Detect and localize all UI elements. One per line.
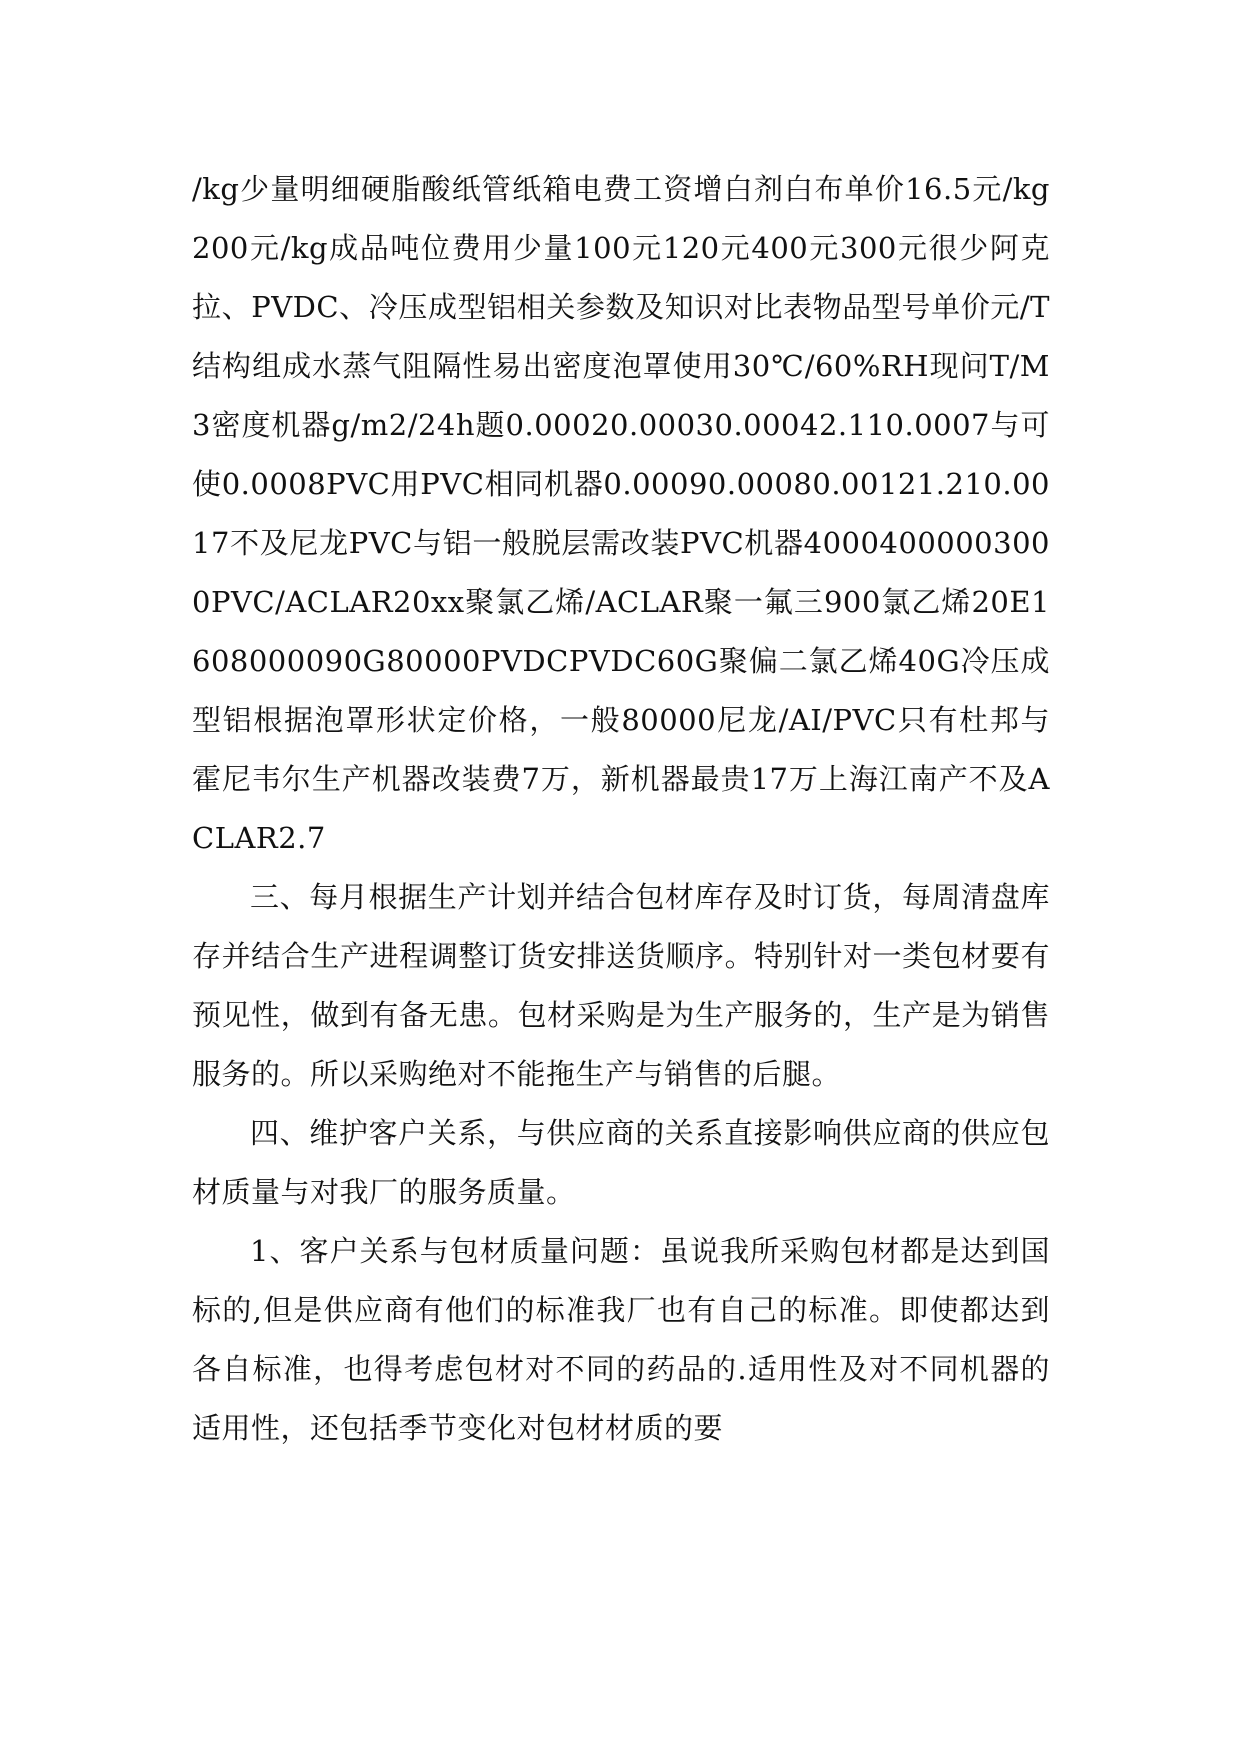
paragraph-section-4-1: 1、客户关系与包材质量问题：虽说我所采购包材都是达到国标的,但是供应商有他们的标准我厂也有自己的标准。即使都达到各自标准，也得考虑包材对不同的药品的.适用性及对不同机器的适用性，还包括季节变化对包材材质的要 bbox=[192, 1234, 1050, 1445]
document-body bbox=[192, 160, 1050, 1458]
paragraph-section-3: 三、每月根据生产计划并结合包材库存及时订货，每周清盘库存并结合生产进程调整订货安排送货顺序。特别针对一类包材要有预见性，做到有备无患。包材采购是为生产服务的，生产是为销售服务的。所以采购绝对不能拖生产与销售的后腿。 bbox=[192, 880, 1050, 1091]
paragraph-table-text: /kg少量明细硬脂酸纸管纸箱电费工资增白剂白布单价16.5元/kg200元/kg成品吨位费用少量100元120元400元300元很少阿克拉、PVDC、冷压成型铝相关参数及知识对比表物品型号单价元/T结构组成水蒸气阻隔性易出密度泡罩使用30℃/60%RH现问T/M3密度机器g/m2/24h题0.00020.00030.00042.110.0007与可使0.0008PVC用PVC相同机器0.00090.00080.00121.210.0017不及尼龙PVC与铝一般脱层需改装PVC机器40004000003000PVC/ACLAR20xx聚氯乙烯/ACLAR聚一氟三900氯乙烯20E1608000090G80000PVDCPVDC60G聚偏二氯乙烯40G冷压成型铝根据泡罩形状定价格，一般80000尼龙/AI/PVC只有杜邦与霍尼韦尔生产机器改装费7万，新机器最贵17万上海江南产不及ACLAR2.7 bbox=[192, 172, 1050, 855]
paragraph-section-4: 四、维护客户关系，与供应商的关系直接影响供应商的供应包材质量与对我厂的服务质量。 bbox=[192, 1116, 1050, 1209]
